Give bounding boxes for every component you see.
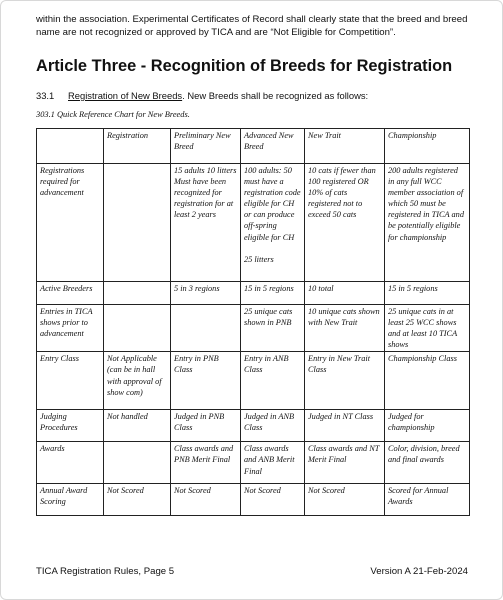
table-cell: Class awards and NT Merit Final [305, 442, 385, 484]
table-cell: Color, division, breed and final awards [385, 442, 470, 484]
table-cell: Not Scored [241, 484, 305, 516]
table-cell: Judged for championship [385, 410, 470, 442]
row-label: Entries in TICA shows prior to advancement [37, 305, 104, 352]
table-cell: Judged in ANB Class [241, 410, 305, 442]
table-cell: 10 unique cats shown with New Trait [305, 305, 385, 352]
table-cell: 5 in 3 regions [171, 282, 241, 305]
header-cell: Registration [104, 129, 171, 164]
row-label: Registrations required for advancement [37, 164, 104, 282]
table-cell [104, 164, 171, 282]
table-row [37, 484, 470, 516]
table-cell: Not Scored [305, 484, 385, 516]
new-breeds-reference-table [36, 128, 470, 516]
table-row [37, 305, 470, 352]
table-cell: Class awards and ANB Merit Final [241, 442, 305, 484]
footer-version: Version A 21-Feb-2024 [370, 566, 468, 577]
table-cell: Not Applicable (can be in hall with approval of show com) [104, 352, 171, 410]
table-row [37, 164, 470, 282]
rule-text: . New Breeds shall be recognized as follows: [182, 90, 369, 101]
table-cell: Entry in PNB Class [171, 352, 241, 410]
row-label: Awards [37, 442, 104, 484]
table-cell: Entry in New Trait Class [305, 352, 385, 410]
table-cell [104, 282, 171, 305]
table-header-row [37, 129, 470, 164]
header-cell: New Trait [305, 129, 385, 164]
row-label: Judging Procedures [37, 410, 104, 442]
table-cell: 25 unique cats in at least 25 WCC shows and at least 10 TICA shows [385, 305, 470, 352]
table-cell: 200 adults registered in any full WCC member association of which 50 must be registered in TICA and be potentially eligible for championship [385, 164, 470, 282]
table-row [37, 352, 470, 410]
intro-paragraph: within the association. Experimental Certificates of Record shall clearly state that the breed and breed name are not recognized or approved by TICA and are “Not Eligible for Competition”. [36, 14, 468, 38]
row-label: Annual Award Scoring [37, 484, 104, 516]
row-label: Active Breeders [37, 282, 104, 305]
registration-of-new-breeds-link[interactable]: Registration of New Breeds [68, 90, 183, 101]
article-title: Article Three - Recognition of Breeds for Registration [36, 57, 453, 75]
table-cell: 15 adults 10 litters Must have been recognized for registration for at least 2 years [171, 164, 241, 282]
table-cell [171, 305, 241, 352]
table-cell: Not Scored [171, 484, 241, 516]
footer-page-info: TICA Registration Rules, Page 5 [36, 566, 175, 577]
rule-number: 33.1 [36, 90, 55, 101]
table-cell: Class awards and PNB Merit Final [171, 442, 241, 484]
table-cell: Judged in NT Class [305, 410, 385, 442]
table-row [37, 410, 470, 442]
table-cell: 10 total [305, 282, 385, 305]
table-cell: Judged in PNB Class [171, 410, 241, 442]
table-row [37, 282, 470, 305]
table-cell [104, 305, 171, 352]
table-cell [104, 442, 171, 484]
table-cell: Championship Class [385, 352, 470, 410]
table-cell: 15 in 5 regions [385, 282, 470, 305]
table-cell: Scored for Annual Awards [385, 484, 470, 516]
row-label: Entry Class [37, 352, 104, 410]
table-cell: Not Scored [104, 484, 171, 516]
table-cell: Not handled [104, 410, 171, 442]
header-cell: Championship [385, 129, 470, 164]
header-cell: Advanced New Breed [241, 129, 305, 164]
table-cell: 100 adults: 50 must have a registration code eligible for CH or can produce off-spring eligible for CH 25 litters [241, 164, 305, 282]
table-cell: 15 in 5 regions [241, 282, 305, 305]
table-row [37, 442, 470, 484]
table-cell: 10 cats if fewer than 100 registered OR 10% of cats registered not to exceed 50 cats [305, 164, 385, 282]
table-cell: Entry in ANB Class [241, 352, 305, 410]
table-cell: 25 unique cats shown in PNB [241, 305, 305, 352]
header-cell: Preliminary New Breed [171, 129, 241, 164]
chart-caption: 303.1 Quick Reference Chart for New Breeds. [36, 110, 190, 119]
header-cell [37, 129, 104, 164]
rule-33-1 [36, 90, 476, 101]
